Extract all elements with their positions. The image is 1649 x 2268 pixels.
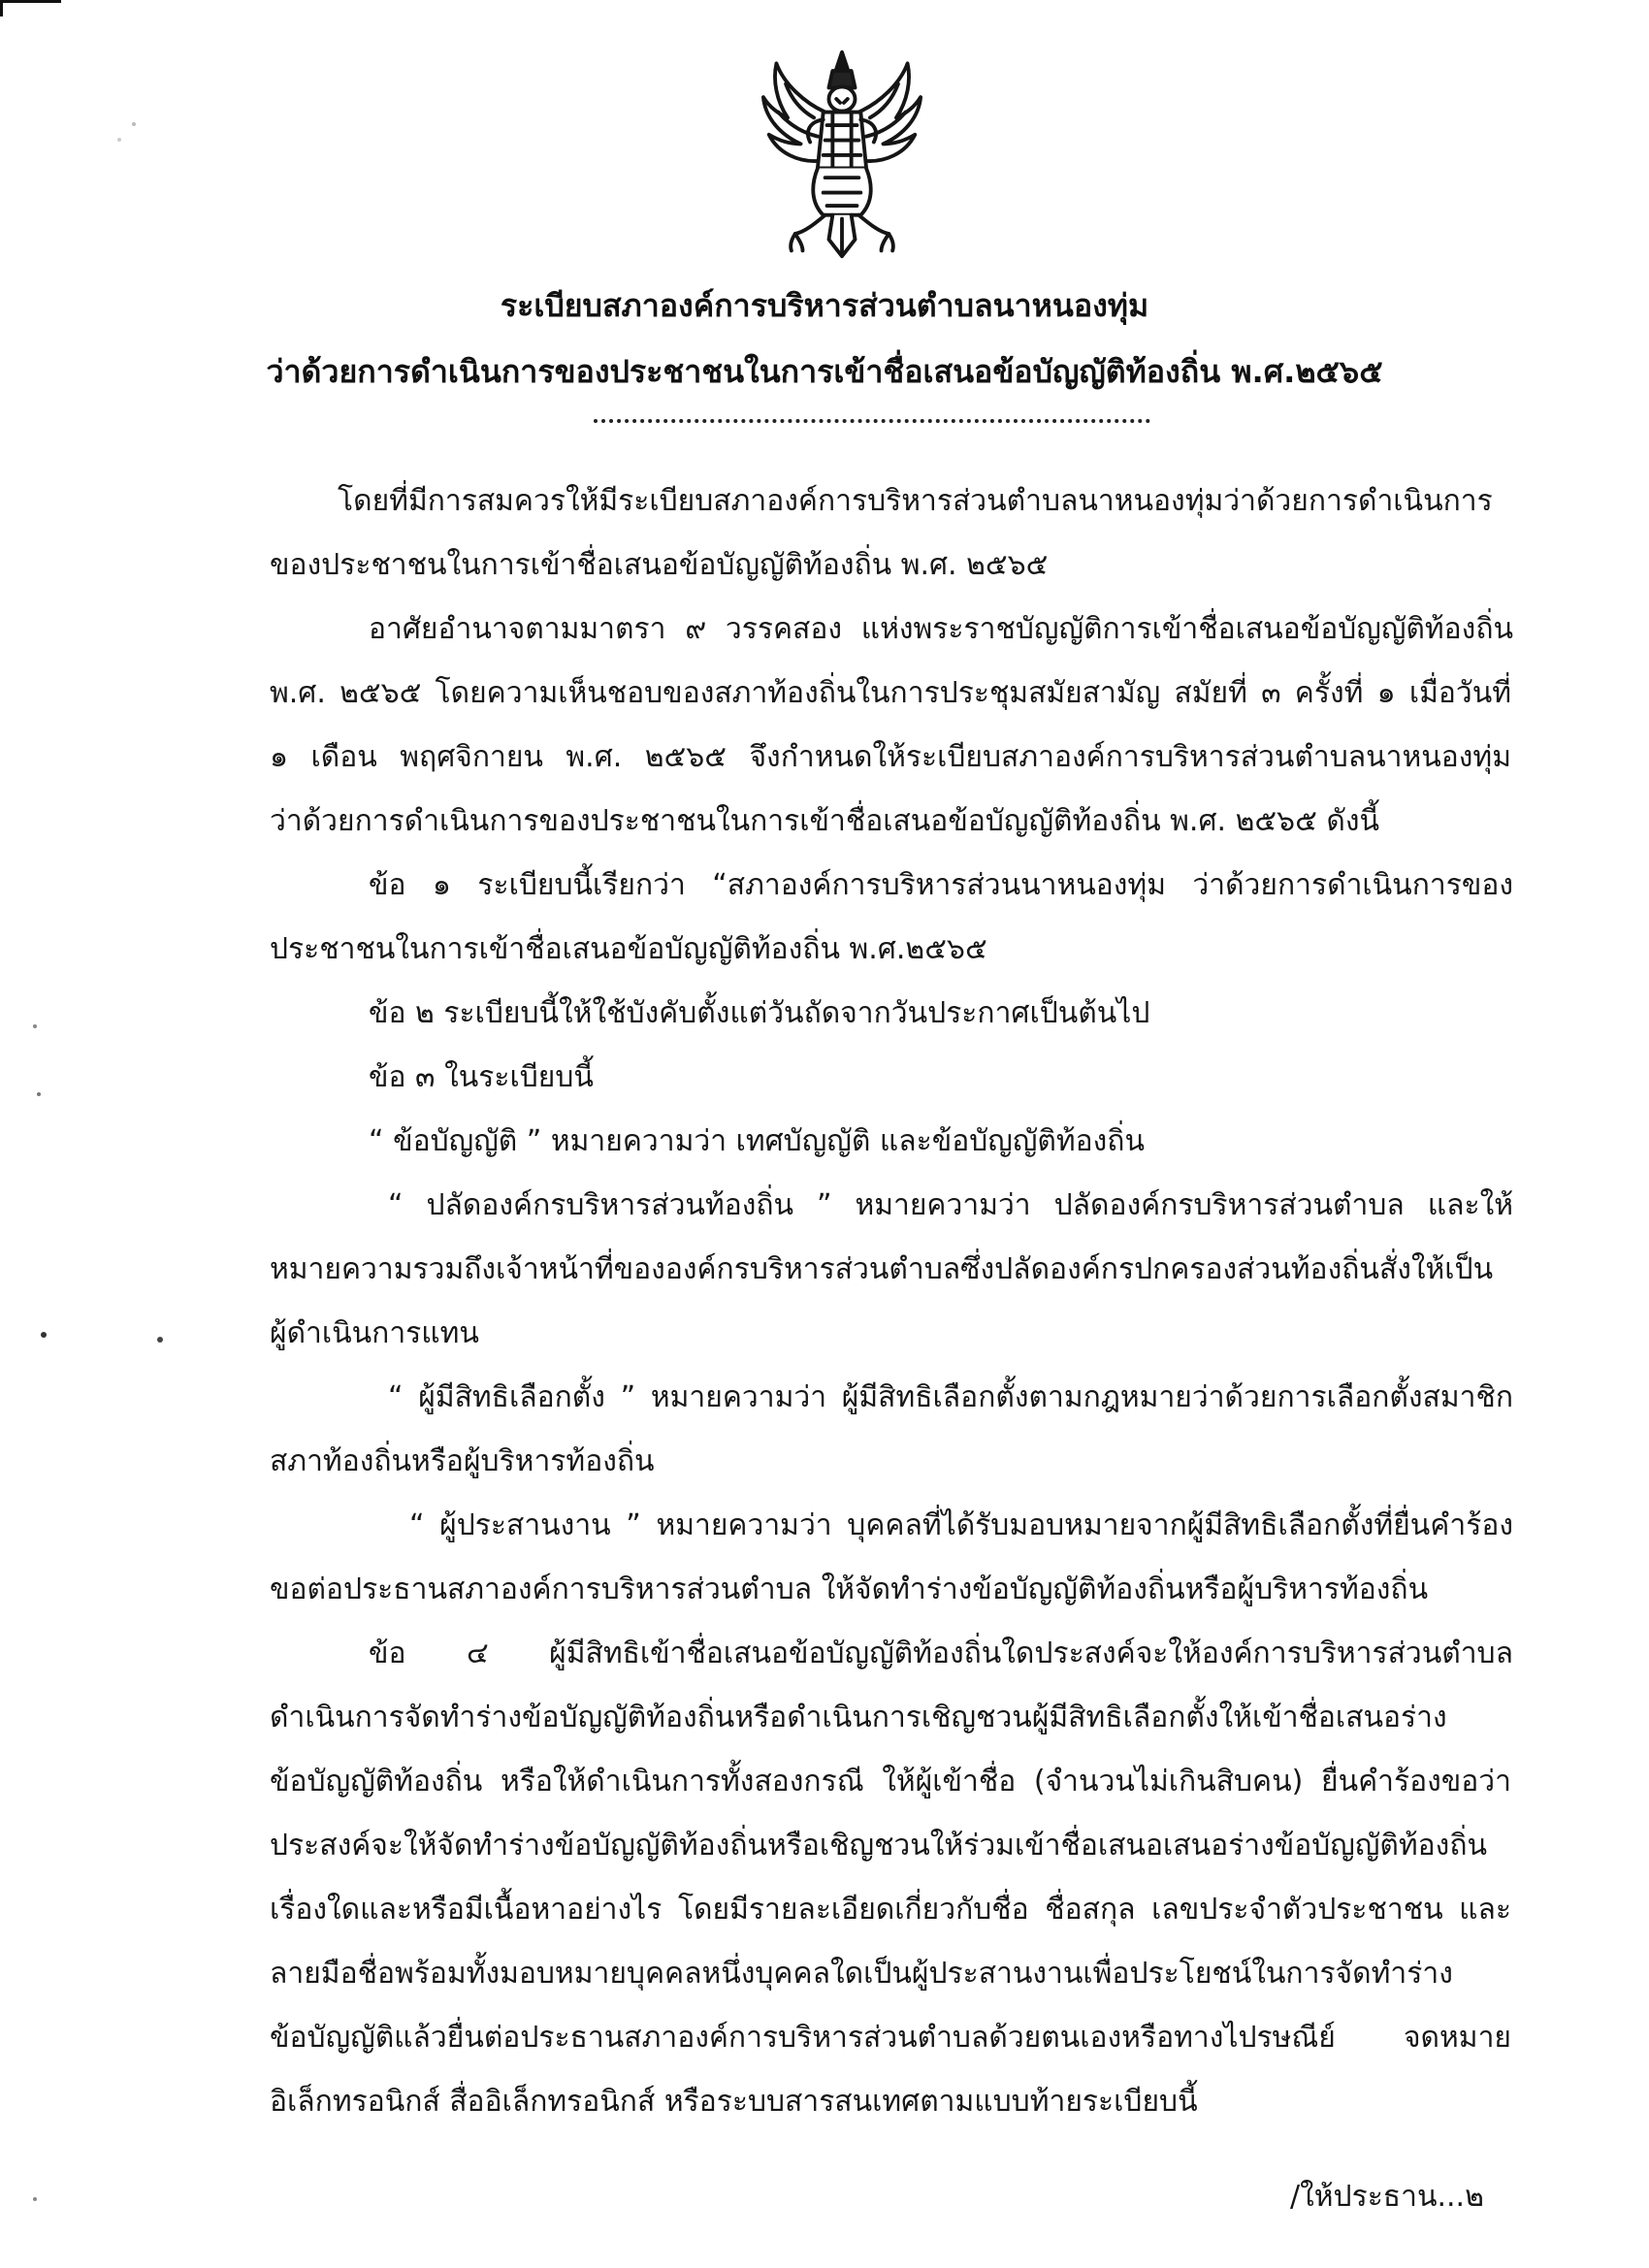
body-line: ประชาชนในการเข้าชื่อเสนอข้อบัญญัติท้องถิ่น พ.ศ.๒๕๖๕ [270, 932, 987, 966]
body-line: ของประชาชนในการเข้าชื่อเสนอข้อบัญญัติท้องถิ่น พ.ศ. ๒๕๖๕ [270, 548, 1049, 582]
body-line: พ.ศ. ๒๕๖๕ โดยความเห็นชอบของสภาท้องถิ่นในการประชุมสมัยสามัญ สมัยที่ ๓ ครั้งที่ ๑ เมื่อวันที่ [270, 676, 1511, 710]
document-title-line-2: ว่าด้วยการดำเนินการของประชาชนในการเข้าชื่อเสนอข้อบัญญัติท้องถิ่น พ.ศ.๒๕๖๕ [266, 353, 1383, 390]
body-line: “ ผู้มีสิทธิเลือกตั้ง ” หมายความว่า ผู้มีสิทธิเลือกตั้งตามกฎหมายว่าด้วยการเลือกตั้งสมาชิก [388, 1380, 1513, 1414]
body-line: ข้อ ๓ ในระเบียบนี้ [369, 1060, 594, 1094]
body-line: โดยที่มีการสมควรให้มีระเบียบสภาองค์การบริหารส่วนตำบลนาหนองทุ่มว่าด้วยการดำเนินการ [338, 484, 1493, 518]
body-line: เรื่องใดและหรือมีเนื้อหาอย่างไร โดยมีรายละเอียดเกี่ยวกับชื่อ ชื่อสกุล เลขประจำตัวประชาชน และ [270, 1893, 1511, 1927]
body-line: ผู้ดำเนินการแทน [270, 1316, 479, 1350]
scan-corner-mark [0, 0, 61, 16]
body-line: ข้อ ๔ ผู้มีสิทธิเข้าชื่อเสนอข้อบัญญัติท้องถิ่นใดประสงค์จะให้องค์การบริหารส่วนตำบล [369, 1636, 1513, 1670]
document-title-line-1: ระเบียบสภาองค์การบริหารส่วนตำบลนาหนองทุ่ม [500, 287, 1149, 324]
body-line: ข้อ ๒ ระเบียบนี้ให้ใช้บังคับตั้งแต่วันถัดจากวันประกาศเป็นต้นไป [369, 996, 1150, 1030]
body-line: “ ผู้ประสานงาน ” หมายความว่า บุคคลที่ได้รับมอบหมายจากผู้มีสิทธิเลือกตั้งที่ยื่นคำร้อง [409, 1508, 1513, 1542]
body-line: ลายมือชื่อพร้อมทั้งมอบหมายบุคคลหนึ่งบุคคลใดเป็นผู้ประสานงานเพื่อประโยชน์ในการจัดทำร่าง [270, 1957, 1453, 1991]
body-line: ดำเนินการจัดทำร่างข้อบัญญัติท้องถิ่นหรือดำเนินการเชิญชวนผู้มีสิทธิเลือกตั้งให้เข้าชื่อเสนอร่าง [270, 1701, 1447, 1734]
body-line: “ ปลัดองค์กรบริหารส่วนท้องถิ่น ” หมายความว่า ปลัดองค์กรบริหารส่วนตำบล และให้ [388, 1188, 1513, 1222]
body-line: ๑ เดือน พฤศจิกายน พ.ศ. ๒๕๖๕ จึงกำหนดให้ระเบียบสภาองค์การบริหารส่วนตำบลนาหนองทุ่ม [270, 740, 1511, 774]
body-line: ขอต่อประธานสภาองค์การบริหารส่วนตำบล ให้จัดทำร่างข้อบัญญัติท้องถิ่นหรือผู้บริหารท้องถิ่น [270, 1572, 1429, 1606]
body-line: ประสงค์จะให้จัดทำร่างข้อบัญญัติท้องถิ่นหรือเชิญชวนให้ร่วมเข้าชื่อเสนอเสนอร่างข้อบัญญัติท้องถิ่น [270, 1829, 1488, 1863]
body-line: ว่าด้วยการดำเนินการของประชาชนในการเข้าชื่อเสนอข้อบัญญัติท้องถิ่น พ.ศ. ๒๕๖๕ ดังนี้ [270, 804, 1379, 838]
body-line: ข้อ ๑ ระเบียบนี้เรียกว่า “สภาองค์การบริหารส่วนนาหนองทุ่ม ว่าด้วยการดำเนินการของ [369, 868, 1513, 902]
body-line: อาศัยอำนาจตามมาตรา ๙ วรรคสอง แห่งพระราชบัญญัติการเข้าชื่อเสนอข้อบัญญัติท้องถิ่น [369, 612, 1513, 646]
garuda-emblem [757, 47, 927, 262]
body-line: ข้อบัญญัติท้องถิ่น หรือให้ดำเนินการทั้งสองกรณี ให้ผู้เข้าชื่อ (จำนวนไม่เกินสิบคน) ยื่นคำร้องขอว่า [270, 1765, 1511, 1798]
body-line: สภาท้องถิ่นหรือผู้บริหารท้องถิ่น [270, 1444, 655, 1478]
body-line: อิเล็กทรอนิกส์ สื่ออิเล็กทรอนิกส์ หรือระบบสารสนเทศตามแบบท้ายระเบียบนี้ [270, 2085, 1198, 2119]
body-line: “ ข้อบัญญัติ ” หมายความว่า เทศบัญญัติ และข้อบัญญัติท้องถิ่น [369, 1124, 1145, 1158]
body-line: หมายความรวมถึงเจ้าหน้าที่ขององค์กรบริหารส่วนตำบลซึ่งปลัดองค์กรปกครองส่วนท้องถิ่นสั่งให้เป็น [270, 1252, 1494, 1286]
page-continuation-note: /ให้ประธาน...๒ [1290, 2180, 1484, 2214]
dotted-divider [594, 419, 1150, 423]
body-line: ข้อบัญญัติแล้วยื่นต่อประธานสภาองค์การบริหารส่วนตำบลด้วยตนเองหรือทางไปรษณีย์ จดหมาย [270, 2021, 1511, 2055]
